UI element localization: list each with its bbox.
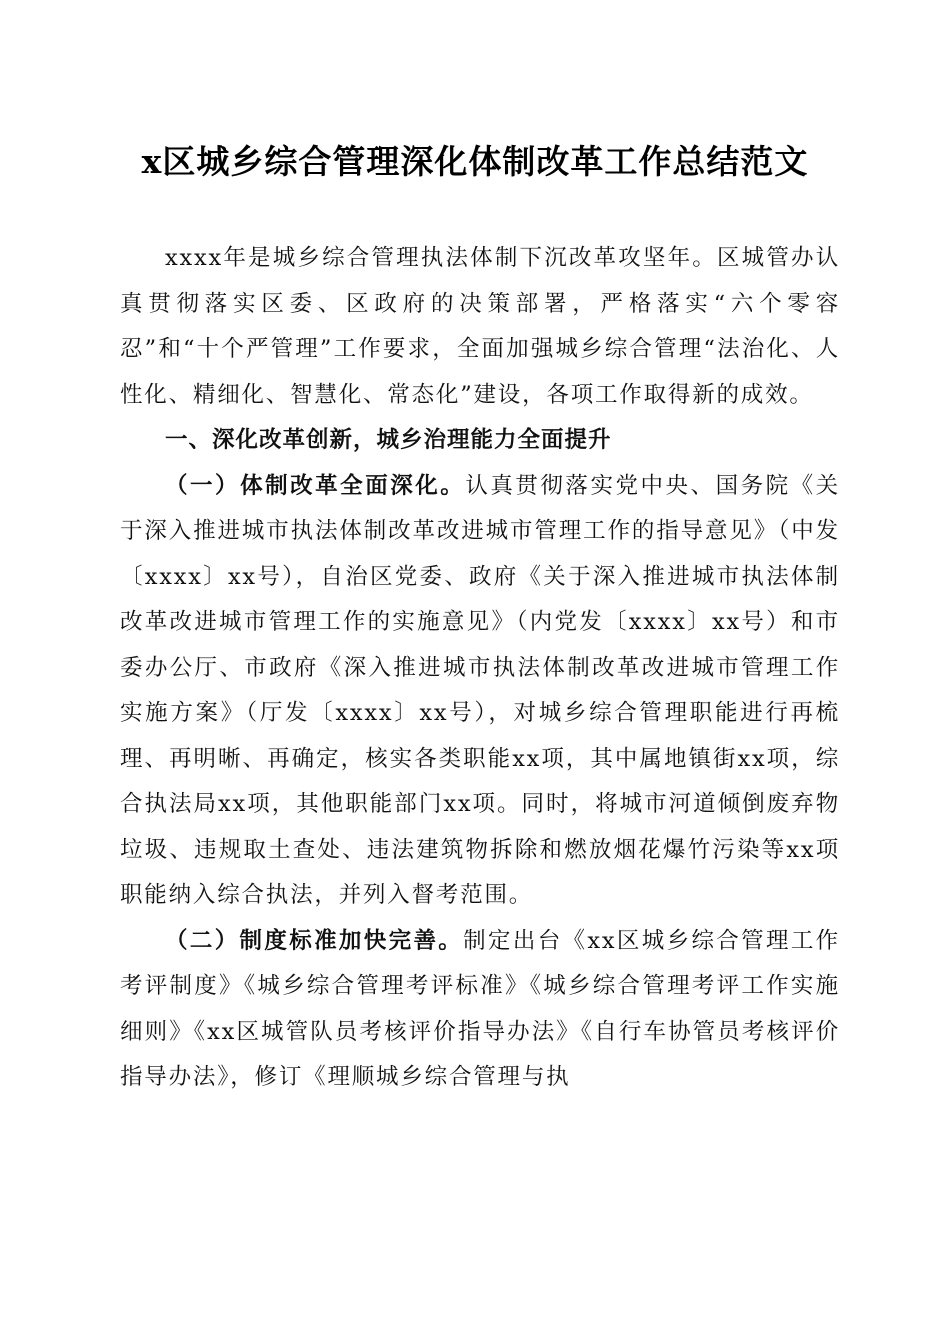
item-lead: （二）制度标准加快完善。 [165, 927, 464, 954]
item-lead: （一）体制改革全面深化。 [165, 472, 466, 499]
paragraph-item-1 [120, 464, 840, 919]
intro-paragraph: xxxx年是城乡综合管理执法体制下沉改革攻坚年。区城管办认真贯彻落实区委、区政府的决策部署，严格落实“六个零容忍”和“十个严管理”工作要求，全面加强城乡综合管理“法治化、人性化、精细化、智慧化、常态化”建设，各项工作取得新的成效。 [120, 245, 840, 408]
document-body [120, 236, 840, 1101]
paragraph-item-2 [120, 919, 840, 1101]
item-text: 认真贯彻落实党中央、国务院《关于深入推进城市执法体制改革改进城市管理工作的指导意见》（中发〔xxxx〕xx号），自治区党委、政府《关于深入推进城市执法体制改革改进城市管理工作的实施意见》（内党发〔xxxx〕xx号）和市委办公厅、市政府《深入推进城市执法体制改革改进城市管理工作实施方案》（厅发〔xxxx〕xx号），对城乡综合管理职能进行再梳理、再明晰、再确定，核实各类职能xx项，其中属地镇街xx项，综合执法局xx项，其他职能部门xx项。同时，将城市河道倾倒废弃物垃圾、违规取土查处、违法建筑物拆除和燃放烟花爆竹污染等xx项职能纳入综合执法，并列入督考范围。 [120, 472, 840, 908]
section-heading: 一、深化改革创新，城乡治理能力全面提升 [165, 427, 612, 453]
document-title: x区城乡综合管理深化体制改革工作总结范文 [141, 142, 809, 181]
item-text: 制定出台《xx区城乡综合管理工作考评制度》《城乡综合管理考评标准》《城乡综合管理考评工作实施细则》《xx区城管队员考核评价指导办法》《自行车协管员考核评价指导办法》，修订《理顺城乡综合管理与执 [120, 927, 840, 1090]
